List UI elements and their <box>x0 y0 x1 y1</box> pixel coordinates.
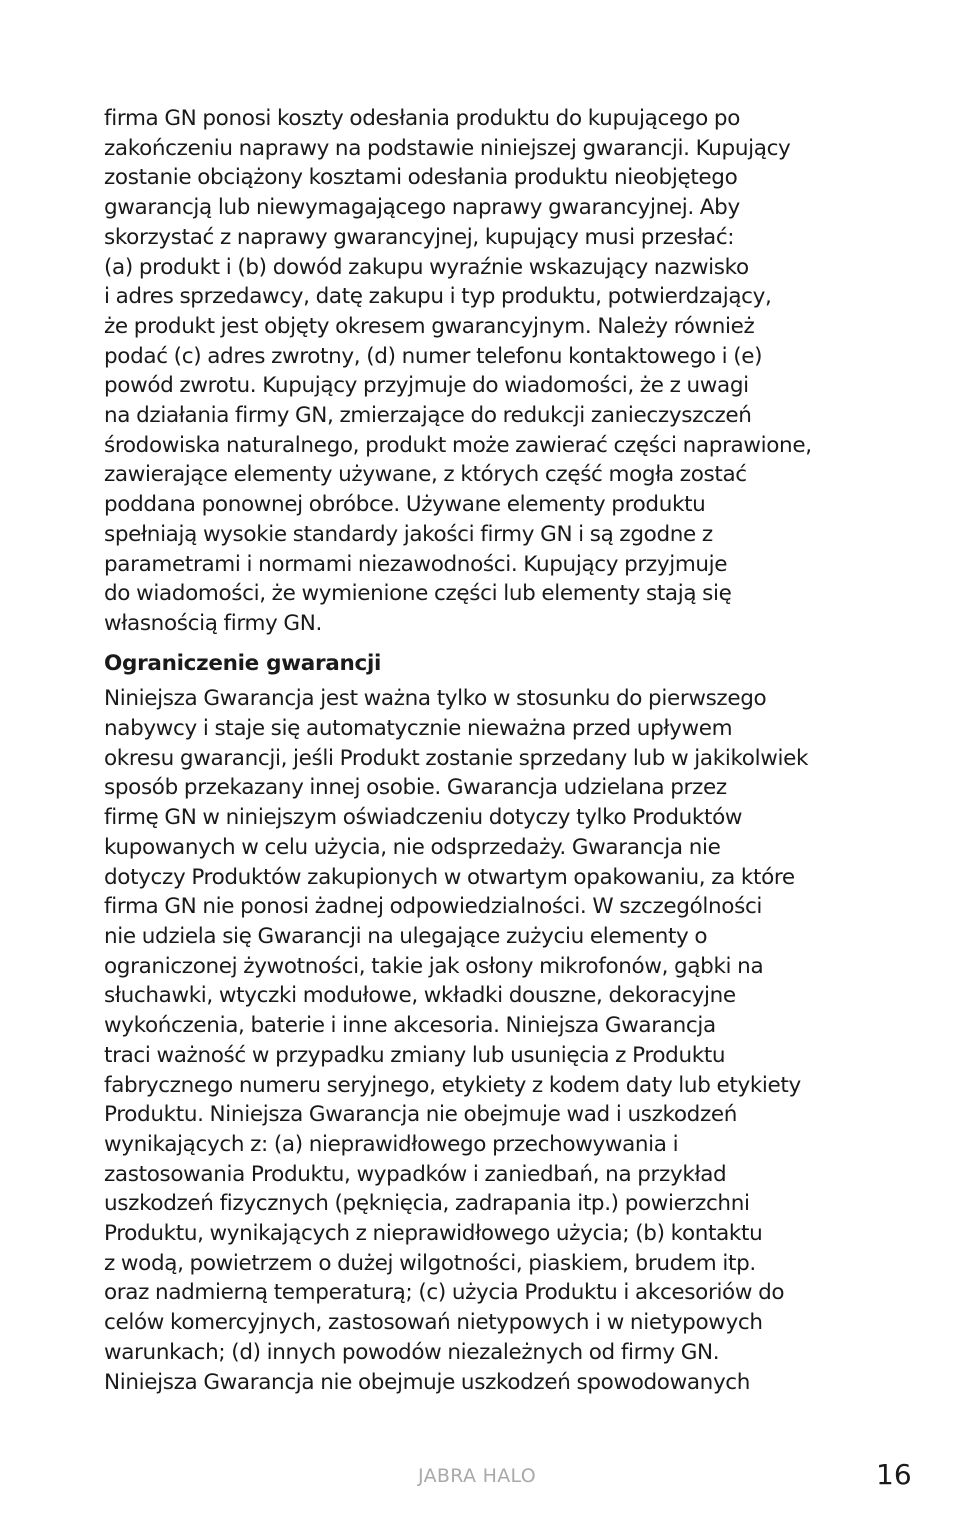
section-heading: Ograniczenie gwarancji <box>104 650 382 676</box>
footer-product-title: JABRA HALO <box>418 1465 536 1487</box>
document-body <box>104 104 864 1397</box>
limitation-paragraph: Niniejsza Gwarancja jest ważna tylko w stosunku do pierwszego nabywcy i staje się automatycznie nieważna przed upływem okresu gwarancji, jeśli Produkt zostanie sprzedany lub w jakikolwiek sposób przekazany innej osobie. Gwarancja udzielana przez firmę GN w niniejszym oświadczeniu dotyczy tylko Produktów kupowanych w celu użycia, nie odsprzedaży. Gwarancja nie dotyczy Produktów zakupionych w otwartym opakowaniu, za które firma GN nie ponosi żadnej odpowiedzialności. W szczególności nie udziela się Gwarancji na ulegające zużyciu elementy o ograniczonej żywotności, takie jak osłony mikrofonów, gąbki na słuchawki, wtyczki modułowe, wkładki douszne, dekoracyjne wykończenia, baterie i inne akcesoria. Niniejsza Gwarancja traci ważność w przypadku zmiany lub usunięcia z Produktu fabrycznego numeru seryjnego, etykiety z kodem daty lub etykiety Produktu. Niniejsza Gwarancja nie obejmuje wad i uszkodzeń wynikających z: (a) nieprawidłowego przechowywania i zastosowania Produktu, wypadków i zaniedbań, na przykład uszkodzeń fizycznych (pęknięcia, zadrapania itp.) powierzchni Produktu, wynikających z nieprawidłowego użycia; (b) kontaktu z wodą, powietrzem o dużej wilgotności, piaskiem, brudem itp. oraz nadmierną temperaturą; (c) użycia Produktu i akcesoriów do celów komercyjnych, zastosowań nietypowych i w nietypowych warunkach; (d) innych powodów niezależnych od firmy GN. Niniejsza Gwarancja nie obejmuje uszkodzeń spowodowanych <box>104 686 809 1395</box>
warranty-paragraph: firma GN ponosi koszty odesłania produktu do kupującego po zakończeniu naprawy na podstawie niniejszej gwarancji. Kupujący zostanie obciążony kosztami odesłania produktu nieobjętego gwarancją lub niewymagającego naprawy gwarancyjnej. Aby skorzystać z naprawy gwarancyjnej, kupujący musi przesłać: (a) produkt i (b) dowód zakupu wyraźnie wskazujący nazwisko i adres sprzedawcy, datę zakupu i typ produktu, potwierdzający, że produkt jest objęty okresem gwarancyjnym. Należy również podać (c) adres zwrotny, (d) numer telefonu kontaktowego i (e) powód zwrotu. Kupujący przyjmuje do wiadomości, że z uwagi na działania firmy GN, zmierzające do redukcji zanieczyszczeń środowiska naturalnego, produkt może zawierać części naprawione, zawierające elementy używane, z których część mogła zostać poddana ponownej obróbce. Używane elementy produktu spełniają wysokie standardy jakości firmy GN i są zgodne z parametrami i normami niezawodności. Kupujący przyjmuje do wiadomości, że wymienione części lub elementy stają się własnością firmy GN. <box>104 106 812 636</box>
page-number: 16 <box>876 1458 912 1491</box>
